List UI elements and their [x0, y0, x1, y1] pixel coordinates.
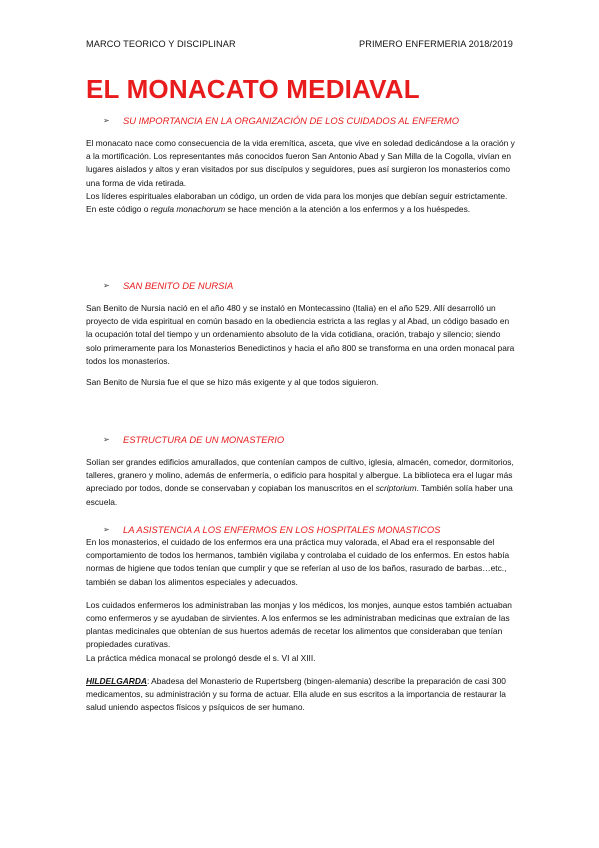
section-heading: ➢ LA ASISTENCIA A LOS ENFERMOS EN LOS HOSPITALES MONASTICOS [103, 524, 441, 535]
paragraph-regula: Los líderes espirituales elaboraban un código, un orden de vida para los monjes que debían seguir estrictamente. En este código o regula monachorum se hace mención a la atención a los enfermos y a los huéspedes. [86, 190, 508, 215]
bullet-arrow-icon: ➢ [103, 435, 110, 444]
section-importancia [86, 115, 516, 216]
paragraph: San Benito de Nursia fue el que se hizo más exigente y al que todos siguieron. [86, 377, 379, 388]
paragraph: El monacato nace como consecuencia de la vida eremítica, asceta, que vive en soledad dedicándose a la oración y a la mortificación. Los representantes más conocidos fueron San Antonio Abad y San Milla de la Cogolla, vivían en lugares aislados y altos y eran visitados por sus discípulos y seguidores, pues así surgieron los monasterios como una forma de vida retirada. [86, 138, 515, 188]
paragraph: La práctica médica monacal se prolongó desde el s. VI al XIII. [86, 652, 316, 663]
header-year: PRIMERO ENFERMERIA 2018/2019 [359, 39, 513, 49]
italic-term: scriptorium [375, 483, 417, 494]
paragraph-scriptorium: Solían ser grandes edificios amurallados, que contenían campos de cultivo, iglesia, almacén, comedor, dormitorios, talleres, granero y molino, además de enfermería, o edificio para hospital y albergue. La biblioteca era el lugar más apreciado por todos, donde se conservaban y copiaban los manuscritos en el scriptorium. También solía haber una escuela. [86, 457, 514, 507]
section-heading: ➢ ESTRUCTURA DE UN MONASTERIO [103, 434, 285, 445]
paragraph-hildegarda: HILDELGARDA: Abadesa del Monasterio de Rupertsberg (bingen-alemania) describe la preparación de casi 300 medicamentos, su administración y su forma de actuar. Ella alude en sus escritos a la importancia de restaurar la salud uniendo aspectos físicos y psíquicos de ser humano. [86, 675, 506, 713]
bullet-arrow-icon: ➢ [103, 525, 110, 534]
header-course: MARCO TEORICO Y DISCIPLINAR [86, 39, 236, 49]
section-heading: ➢ SAN BENITO DE NURSIA [103, 280, 234, 291]
section-heading: ➢ SU IMPORTANCIA EN LA ORGANIZACIÓN DE LOS CUIDADOS AL ENFERMO [103, 115, 459, 126]
section-asistencia [86, 524, 516, 714]
document-title: EL MONACATO MEDIAVAL [86, 74, 420, 104]
section-san-benito [86, 280, 516, 389]
section-estructura [86, 434, 516, 509]
bullet-arrow-icon: ➢ [103, 281, 110, 290]
italic-term: regula monachorum [150, 204, 226, 215]
bullet-arrow-icon: ➢ [103, 116, 110, 125]
paragraph: San Benito de Nursia nació en el año 480 y se instaló en Montecassino (Italia) en el año 529. Allí desarrolló un proyecto de vida espiritual en común basado en la obediencia estricta a las reglas y al Abad, un código basado en la ocupación total del tiempo y un ordenamiento absoluto de la vida cotidiana, oración, trabajo y silencio; siendo solo primeramente para los Monasterios Benedictinos y hacia el año 800 se transforma en una orden monacal para todos los monasterios. [86, 303, 515, 366]
paragraph: En los monasterios, el cuidado de los enfermos era una práctica muy valorada, el Abad era el responsable del comportamiento de todos los hermanos, también vigilaba y controlaba el cuidado de los enfermos. En estos había normas de higiene que todos tenían que cumplir y que se referían al uso de los baños, rasurado de barbas…etc., también se daban los alimentos especiales y adecuados. [86, 537, 510, 587]
paragraph: Los cuidados enfermeros los administraban las monjas y los médicos, los monjes, aunque estos también actuaban como enfermeros y se ayudaban de sirvientes. A los enfermos se les administraban medicinas que extraían de las plantas medicinales que obtenían de sus huertos además de recetar los alimentos que consideraban que tenían propiedades curativas. [86, 599, 512, 650]
hildegarda-label: HILDELGARDA [86, 675, 147, 686]
